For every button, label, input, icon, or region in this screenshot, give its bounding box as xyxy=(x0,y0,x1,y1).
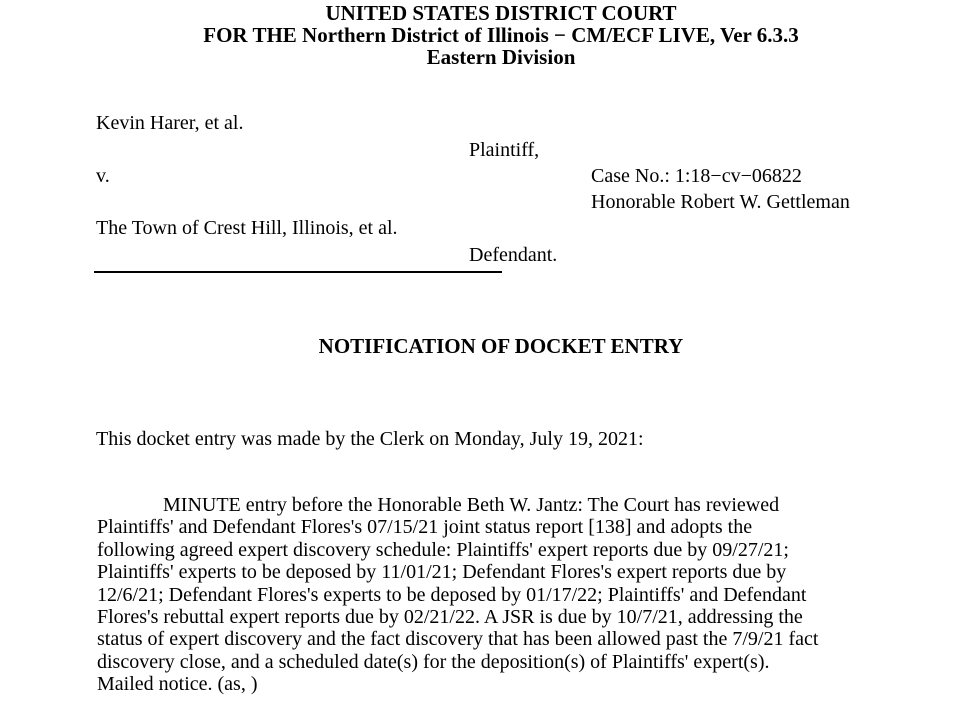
court-header xyxy=(0,2,962,68)
entry-line: following agreed expert discovery schedule: Plaintiffs' expert reports due by 09/27/21; xyxy=(97,538,789,561)
plaintiff-label: Plaintiff, xyxy=(469,139,540,161)
entry-intro: This docket entry was made by the Clerk on Monday, July 19, 2021: xyxy=(96,428,644,450)
entry-line: MINUTE entry before the Honorable Beth W. Jantz: The Court has reviewed xyxy=(163,494,780,516)
division-line: Eastern Division xyxy=(426,45,576,69)
judge-name: Honorable Robert W. Gettleman xyxy=(591,191,850,213)
entry-line: Flores's rebuttal expert reports due by 02/21/22. A JSR is due by 10/7/21, addressing the xyxy=(97,606,803,629)
caption-divider xyxy=(94,271,502,273)
docket-entry-text xyxy=(97,494,907,696)
defendant-name: The Town of Crest Hill, Illinois, et al. xyxy=(96,217,398,239)
entry-line: discovery close, and a scheduled date(s) for the deposition(s) of Plaintiffs' expert(s). xyxy=(97,650,770,673)
case-number: Case No.: 1:18−cv−06822 xyxy=(591,165,802,187)
entry-line: status of expert discovery and the fact discovery that has been allowed past the 7/9/21 fact xyxy=(97,628,819,651)
entry-line: Plaintiffs' experts to be deposed by 11/01/21; Defendant Flores's expert reports due by xyxy=(97,561,787,584)
plaintiff-name: Kevin Harer, et al. xyxy=(96,112,244,134)
district-line: FOR THE Northern District of Illinois − CM/ECF LIVE, Ver 6.3.3 xyxy=(203,23,799,47)
notification-title: NOTIFICATION OF DOCKET ENTRY xyxy=(318,334,684,358)
court-name: UNITED STATES DISTRICT COURT xyxy=(325,1,677,25)
defendant-label: Defendant. xyxy=(469,244,558,266)
entry-line: Plaintiffs' and Defendant Flores's 07/15/21 joint status report [138] and adopts the xyxy=(97,516,753,539)
entry-line: Mailed notice. (as, ) xyxy=(97,673,258,696)
entry-line: 12/6/21; Defendant Flores's experts to be deposed by 01/17/22; Plaintiffs' and Defendant xyxy=(97,583,807,606)
versus: v. xyxy=(96,165,110,187)
